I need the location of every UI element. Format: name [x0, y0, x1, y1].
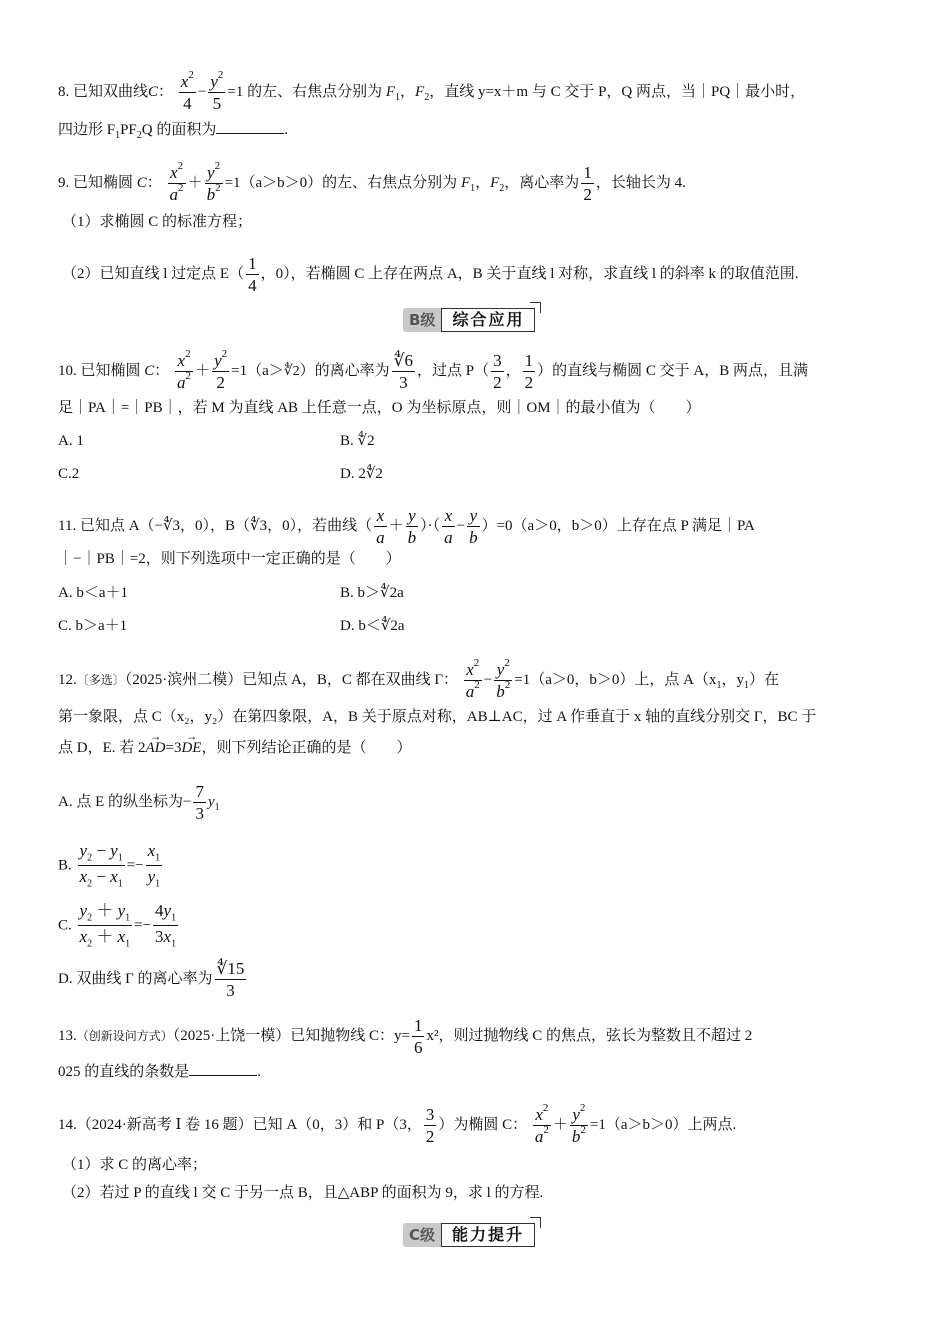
q9-part2: （2）已知直线 l 过定点 E（ $\frac{1}{4}$ ，0），若椭圆 C 上存在两点 A，B 关于直线 l 对称，求直线 l 的斜率 k 的取值范围. [62, 254, 799, 295]
q11-line1: 11. 已知点 A（−∜3，0），B（∜3，0），若曲线（ $\frac{x}{a}$ ＋ $\frac{y}{b}$ ）·（ $\frac{x}{a}$ − $\frac{y}{b}$ ）=0（a＞0，b＞0）上存在点 P 满足｜PA [58, 506, 755, 547]
q8-line1: 8. 已知双曲线C： $\frac{x^2}{4}$ − $\frac{y^2}{5}$ =1 的左、右焦点分别为 $F_1$，$F_2$，直线 y=x＋m 与 C 交于 P，Q 两点，当｜PQ｜最小时， [58, 69, 806, 113]
q12-option-b[interactable]: B. $\frac{y_2 - y_1}{x_2 - x_1}$ =− $\frac{x_1}{y_1}$ [58, 841, 161, 890]
q10-option-d[interactable]: D. 2∜2 [340, 466, 383, 482]
q9-line1: 9. 已知椭圆 C： $\frac{x^2}{a^2}$ ＋ $\frac{y^2}{b^2}$ =1（a＞b＞0）的左、右焦点分别为 $F_1$，$F_2$，离心率为 $\frac{1}{2}$ ，长轴长为 4. [58, 160, 686, 204]
multi-choice-tag: 〔多选〕 [76, 672, 125, 687]
q13-line2: 025 的直线的条数是 . [58, 1061, 261, 1082]
q11-option-c[interactable]: C. b＞a＋1 [58, 618, 128, 634]
badge-title: 能力提升 [441, 1223, 535, 1247]
level-b-badge [403, 307, 535, 333]
q10-option-b[interactable]: B. ∜2 [340, 433, 375, 449]
q11-line2: ｜−｜PB｜=2，则下列选项中一定正确的是（ ） [58, 551, 401, 567]
q8-line2: 四边形 $F_1PF_2Q$ 的面积为 . [58, 119, 288, 146]
q11-option-d[interactable]: D. b＜∜2a [340, 618, 405, 634]
q12-option-c[interactable]: C. $\frac{y_2 + y_1}{x_2 + x_1}$ =− $\frac{4y_1}{3x_1}$ [58, 901, 177, 950]
q14-line1: 14.（2024·新高考 Ⅰ 卷 16 题）已知 A（0，3）和 P（3， $\frac{3}{2}$ ）为椭圆 C： $\frac{x^2}{a^2}$ ＋ $\frac{y^2}{b^2}$ =1（a＞b＞0）上两点. [58, 1102, 737, 1146]
answer-blank[interactable] [216, 119, 284, 134]
q12-option-a[interactable]: A. 点 E 的纵坐标为− $\frac{7}{3}$ $y_1$ [58, 782, 220, 823]
q12-line1: 12.〔多选〕（2025·滨州二模）已知点 A，B，C 都在双曲线 Γ： $\frac{x^2}{a^2}$ − $\frac{y^2}{b^2}$ =1（a＞0，b＞0）上，点 $A(x_1$，$y_1$）在 [58, 657, 779, 701]
q12-option-d[interactable]: D. 双曲线 Γ 的离心率为 $\frac{∜15}{3}$ [58, 959, 245, 1000]
q10-option-c[interactable]: C.2 [58, 466, 80, 482]
q10-line1: 10. 已知椭圆 C： $\frac{x^2}{a^2}$ ＋ $\frac{y^2}{2}$ =1（a＞∜2）的离心率为 $\frac{∜6}{3}$ ，过点 P（ $\frac{3}{2}$ ， $\frac{1}{2}$ ）的直线与椭圆 C 交于 A，B 两点，且满 [58, 348, 808, 392]
q10-line2: 足｜PA｜=｜PB｜，若 M 为直线 AB 上任意一点，O 为坐标原点，则｜OM｜的最小值为（ ） [58, 400, 701, 416]
answer-blank[interactable] [189, 1061, 257, 1076]
level-c-badge [403, 1222, 535, 1248]
q12-line3: 点 D，E. 若 2→ AD=3→ DE，则下列结论正确的是（ ） [58, 738, 411, 758]
q11-option-b[interactable]: B. b＞∜2a [340, 585, 404, 601]
q13-line1: 13.（创新设问方式）（2025·上饶一模）已知抛物线 C：y= $\frac{1}{6}$ x²，则过抛物线 C 的焦点，弦长为整数且不超过 2 [58, 1016, 753, 1057]
q14-part2: （2）若过 P 的直线 l 交 C 于另一点 B，且△ABP 的面积为 9，求 l 的方程. [62, 1185, 544, 1201]
badge-level: B级 [403, 308, 441, 332]
q9-part1: （1）求椭圆 C 的标准方程； [62, 214, 253, 230]
badge-title: 综合应用 [441, 308, 535, 332]
q12-line2: 第一象限，点 C（x₂，y₂）在第四象限，A，B 关于原点对称，AB⊥AC，过 A 作垂直于 x 轴的直线分别交 Γ，BC 于 [58, 709, 817, 725]
badge-level: C级 [403, 1223, 441, 1247]
q10-option-a[interactable]: A. 1 [58, 433, 84, 449]
innovation-tag: （创新设问方式） [76, 1028, 173, 1043]
q11-option-a[interactable]: A. b＜a＋1 [58, 585, 128, 601]
q14-part1: （1）求 C 的离心率； [62, 1157, 208, 1173]
